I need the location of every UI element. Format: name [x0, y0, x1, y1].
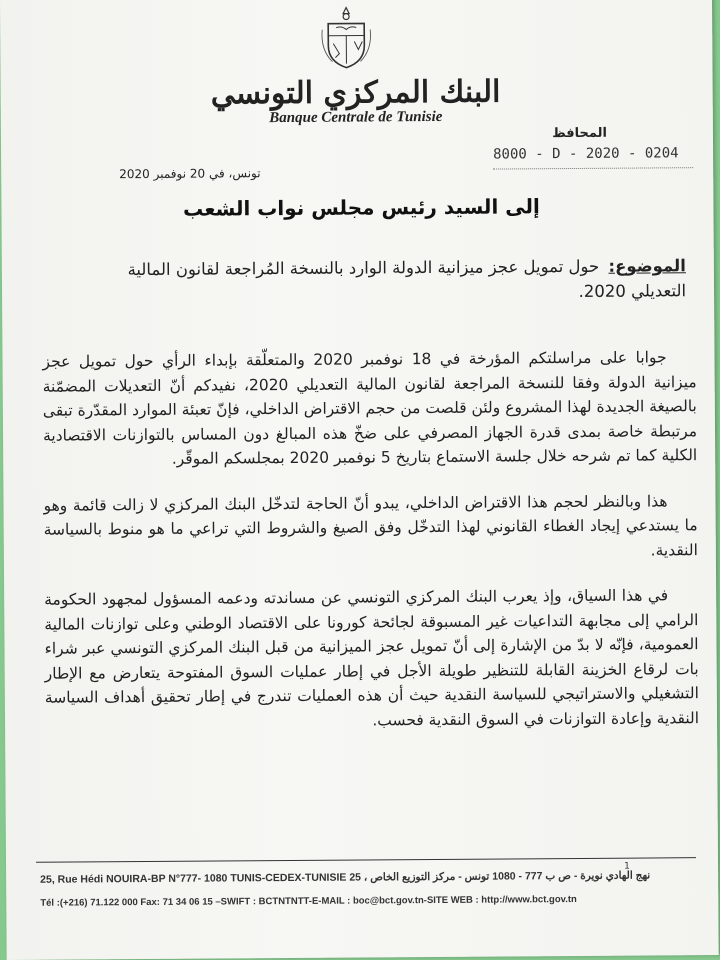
letter-date: تونس، في 20 نوفمبر 2020: [119, 166, 261, 182]
letter-body: [42, 345, 699, 756]
subject-label: الموضوع:: [608, 256, 686, 276]
body-paragraph: في هذا السياق، وإذ يعرب البنك المركزي التونسي عن مساندته ودعمه المسؤول لمجهود الحكومة الرامي إلى مجابهة التداعيات غير المسبوقة لجائحة كورونا على الاقتصاد الوطني وعلى توازنات المالية العمومية، فإنّه لا بدّ من الإشارة إلى أنّ تمويل عجز الميزانية من قبل البنك المركزي التونسي عبر شراء بات لرقاع الخزينة القابلة للتنظير طويلة الأجل في إطار عمليات السوق المفتوحة يتعارض مع الإطار التشغيلي والاستراتيجي للسياسة النقدية حيث أن هذه العمليات تندرج في إطار تحقيق أهداف السياسة النقدية وإعادة التوازنات في السوق النقدية فحسب.: [44, 586, 700, 729]
reference-number: 8000 - D - 2020 - 0204: [493, 145, 693, 169]
body-paragraph: جوابا على مراسلتكم المؤرخة في 18 نوفمبر 2020 والمتعلّقة بإبداء الرأي حول تمويل عجز ميزانية الدولة وفقا للنسخة المراجعة لقانون المالية التعديلي 2020، نفيدكم أنّ التعديلات المضمّنة بالصيغة الجديدة لهذا المشروع ولئن قلصت من حجم الاقتراض الداخلي، فإنّ تعبئة الموارد المقدّرة تبقى مرتبطة خاصة بمدى قدرة الجهاز المصرفي على ضخّ هذه المبالغ دون المساس بالتوازنات الاقتصادية الكلية كما تم شرحه خلال جلسة الاستماع بتاريخ 5 نوفمبر 2020 بمجلسكم الموقّر.: [42, 348, 698, 468]
tunisia-coat-of-arms-icon: [318, 5, 374, 71]
footer-divider: [36, 857, 696, 863]
addressee-heading: إلى السيد رئيس مجلس نواب الشعب: [183, 194, 540, 221]
subject-line: [102, 253, 686, 307]
bank-name-arabic: البنك المركزي التونسي: [210, 74, 501, 112]
governor-label: المحافظ: [552, 125, 607, 142]
footer-address: 25, Rue Hédi NOUIRA-BP N°777- 1080 TUNIS-CEDEX-TUNISIE 25 ، نهج الهادي نويرة - ص ب 777 - 1080 تونس - مركز التوزيع الخاص: [40, 869, 651, 886]
footer-contact: Tél :(+216) 71.122 000 Fax: 71 34 06 15 –SWIFT : BCTNTNTT-E-MAIL : boc@bct.gov.tn-SITE WEB : http://www.bct.gov.tn: [40, 893, 577, 909]
body-paragraph: هذا وبالنظر لحجم هذا الاقتراض الداخلي، يبدو أنّ الحاجة لتدخّل البنك المركزي لا زالت قائمة وهو ما يستدعي إيجاد الغطاء القانوني لهذا التدخّل وفق الصيغ والشروط التي تراعي ما هو منوط بالسياسة النقدية.: [43, 491, 698, 559]
page-number: 1: [624, 861, 630, 872]
subject-text: حول تمويل عجز ميزانية الدولة الوارد بالنسخة المُراجعة لقانون المالية التعديلي 2020.: [127, 256, 687, 301]
bank-name-french: Banque Centrale de Tunisie: [269, 108, 443, 127]
